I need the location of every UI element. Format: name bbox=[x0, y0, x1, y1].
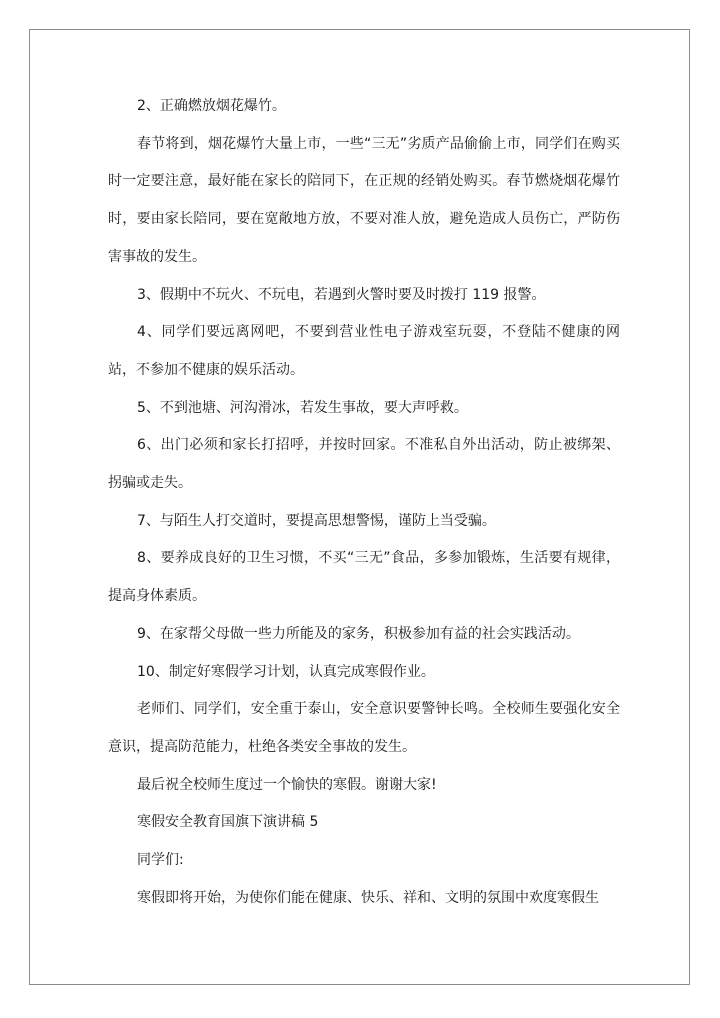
paragraph-item-9: 9、在家帮父母做一些力所能及的家务，积极参加有益的社会实践活动。 bbox=[137, 625, 580, 642]
paragraph-item-3: 3、假期中不玩火、不玩电，若遇到火警时要及时拨打 119 报警。 bbox=[137, 286, 546, 303]
paragraph-item-4: 4、同学们要远离网吧，不要到营业性电子游戏室玩耍，不登陆不健康的网站，不参加不健康的娱乐活动。 bbox=[108, 324, 620, 378]
paragraph-item-10: 10、制定好寒假学习计划，认真完成寒假作业。 bbox=[137, 663, 435, 680]
paragraph-item-7: 7、与陌生人打交道时，要提高思想警惕，谨防上当受骗。 bbox=[137, 512, 496, 529]
paragraph-closing: 最后祝全校师生度过一个愉快的寒假。谢谢大家! bbox=[137, 776, 437, 793]
paragraph-fireworks: 春节将到，烟花爆竹大量上市，一些“三无”劣质产品偷偷上市，同学们在购买时一定要注意，最好能在家长的陪同下，在正规的经销处购买。春节燃烧烟花爆竹时，要由家长陪同，要在宽敞地方放，不要对准人放，避免造成人员伤亡，严防伤害事故的发生。 bbox=[108, 135, 620, 265]
speech-title: 寒假安全教育国旗下演讲稿 5 bbox=[137, 814, 319, 831]
document-body bbox=[108, 88, 620, 917]
paragraph-item-6: 6、出门必须和家长打招呼，并按时回家。不准私自外出活动，防止被绑架、拐骗或走失。 bbox=[108, 437, 620, 492]
paragraph-intro: 寒假即将开始，为使你们能在健康、快乐、祥和、文明的氛围中欢度寒假生 bbox=[137, 889, 599, 906]
paragraph-item-5: 5、不到池塘、河沟滑冰，若发生事故，要大声呼救。 bbox=[137, 399, 468, 416]
paragraph-safety: 老师们、同学们，安全重于泰山，安全意识要警钟长鸣。全校师生要强化安全意识，提高防范能力，杜绝各类安全事故的发生。 bbox=[108, 701, 620, 755]
paragraph-greeting: 同学们: bbox=[137, 852, 184, 869]
paragraph-item-2: 2、正确燃放烟花爆竹。 bbox=[137, 98, 286, 114]
paragraph-item-8: 8、要养成良好的卫生习惯，不买“三无”食品，多参加锻炼，生活要有规律，提高身体素质。 bbox=[108, 550, 620, 605]
